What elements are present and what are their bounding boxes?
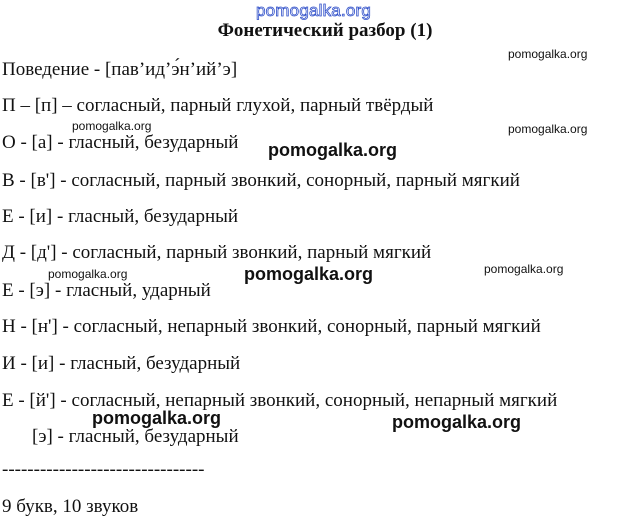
analysis-line: Е - [й'] - согласный, непарный звонкий, сонорный, непарный мягкий	[2, 390, 558, 411]
analysis-line: Д - [д'] - согласный, парный звонкий, парный мягкий	[2, 242, 432, 263]
watermark: pomogalka.org	[244, 264, 374, 284]
watermark: pomogalka.org	[392, 412, 522, 432]
watermark: pomogalka.org	[92, 408, 222, 428]
separator-line: --------------------------------	[2, 459, 205, 480]
analysis-line: Е - [э] - гласный, ударный	[2, 280, 211, 301]
analysis-line: В - [в'] - согласный, парный звонкий, сонорный, парный мягкий	[2, 170, 520, 191]
watermark: pomogalka.org	[484, 262, 564, 276]
analysis-line: П – [п] – согласный, парный глухой, парный твёрдый	[2, 95, 434, 116]
analysis-line: Н - [н'] - согласный, непарный звонкий, сонорный, парный мягкий	[2, 316, 541, 337]
analysis-line: О - [а] - гласный, безударный	[2, 132, 239, 153]
site-banner[interactable]: pomogalka.org	[256, 1, 372, 20]
analysis-line: И - [и] - гласный, безударный	[2, 353, 241, 374]
watermark: pomogalka.org	[508, 47, 588, 61]
analysis-line: Е - [и] - гласный, безударный	[2, 206, 239, 227]
page-title: Фонетический разбор (1)	[217, 20, 433, 41]
watermark: pomogalka.org	[72, 119, 152, 133]
watermark: pomogalka.org	[508, 122, 588, 136]
analysis-line: [э] - гласный, безударный	[32, 426, 239, 447]
watermark: pomogalka.org	[48, 267, 128, 281]
summary: 9 букв, 10 звуков	[2, 496, 139, 517]
word-transcription: Поведение - [пав’ид’э́н’ий’э]	[2, 59, 238, 80]
watermark: pomogalka.org	[268, 140, 398, 160]
